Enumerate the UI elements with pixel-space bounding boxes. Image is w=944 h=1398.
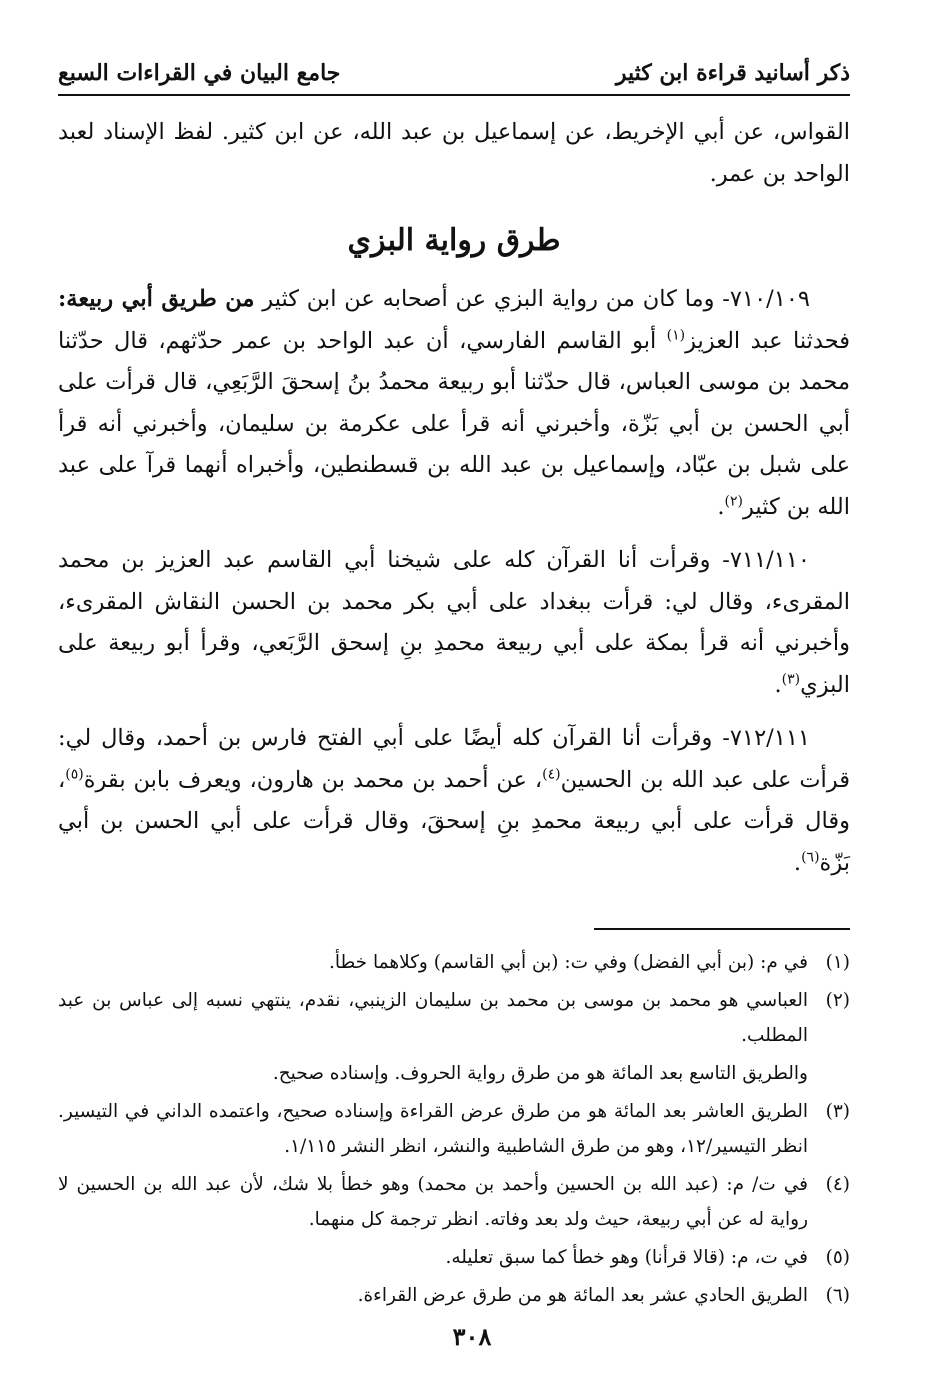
footnote-separator [594, 928, 850, 930]
p1-end: . [717, 493, 725, 520]
p3-part1: ٧١٢/١١١- وقرأت أنا القرآن كله أيضًا على أبي الفتح فارس بن أحمد، وقال لي: قرأت على عبد الله بن الحسين [58, 725, 850, 793]
footnote-number: (٥) [825, 1247, 850, 1268]
p1-bold-phrase: من طريق أبي ربيعة: [58, 286, 255, 312]
p3-part3: ، وقال قرأت على أبي ربيعة محمدِ بنِ إسحقَ، وقال قرأت على أبي الحسن بن أبي بَزّة [58, 766, 850, 876]
footnote-ref-5[interactable]: (٥) [65, 766, 84, 782]
p2-part1: ٧١١/١١٠- وقرأت أنا القرآن كله على شيخنا أبي القاسم عبد العزيز بن محمد المقرىء، وقال لي: قرأت ببغداد على أبي بكر محمد بن الحسن النقاش المقرىء، وأخبرني أنه قرأ بمكة على أبي ربيعة محمدِ بنِ إسحق الرَّبَعي، وقرأ أبو ربيعة على البزي [58, 547, 850, 698]
footnote-number: (٦) [825, 1285, 850, 1306]
footnote-4 [58, 1167, 850, 1237]
main-text [58, 112, 850, 896]
footnote-number: (٤) [825, 1174, 850, 1195]
paragraph-711 [58, 540, 850, 706]
page-number: ٣٠٨ [452, 1322, 492, 1351]
footnote-text: الطريق العاشر بعد المائة هو من طرق عرض القراءة وإسناده صحيح، واعتمده الداني في التيسير. انظر التيسير/١٢، وهو من طرق الشاطبية والنشر، انظر النشر ١/١١٥. [58, 1101, 808, 1157]
book-title: جامع البيان في القراءات السبع [58, 60, 341, 86]
chapter-title: ذكر أسانيد قراءة ابن كثير [615, 60, 850, 86]
footnote-1 [58, 945, 850, 980]
p1-part1: فحدثنا عبد العزيز [685, 327, 850, 354]
footnotes [58, 945, 850, 1316]
p2-end: . [774, 671, 782, 698]
footnote-ref-3[interactable]: (٣) [781, 671, 801, 687]
paragraph-712 [58, 718, 850, 884]
p3-end: . [793, 849, 802, 876]
p1-part2: أبو القاسم الفارسي، أن عبد الواحد بن عمر حدّثهم، قال حدّثنا محمد بن موسى العباس، قال حدّثنا أبو ربيعة محمدُ بنُ إسحقَ الرَّبَعِي، قال قرأت على أبي الحسن بن أبي بَزّة، وأخبرني أنه قرأ على عكرمة بن سليمان، وأخبرني أنه قرأ على شبل بن عبّاد، وإسماعيل بن عبد الله بن قسطنطين، وأخبراه أنهما قرآ على عبد الله بن كثير [58, 327, 850, 520]
footnote-5 [58, 1240, 850, 1275]
footnote-number: (٢) [825, 990, 850, 1011]
section-heading: طرق رواية البزي [347, 223, 561, 258]
paragraph-710 [58, 279, 850, 528]
footnote-number: (١) [825, 952, 850, 973]
footnote-text: في ت، م: (قالا قرأنا) وهو خطأ كما سبق تعليله. [445, 1247, 808, 1268]
footnote-ref-6[interactable]: (٦) [801, 849, 820, 865]
footnote-text: في م: (بن أبي الفضل) وفي ت: (بن أبي القاسم) وكلاهما خطأ. [328, 952, 808, 973]
footnote-ref-1[interactable]: (١) [666, 327, 686, 343]
footnote-2-continuation: والطريق التاسع بعد المائة هو من طرق رواية الحروف. وإسناده صحيح. [272, 1063, 808, 1084]
footnote-text: العباسي هو محمد بن موسى بن محمد بن سليمان الزينبي، نقدم، ينتهي نسبه إلى عباس بن عبد المطلب. [58, 990, 808, 1046]
p1-lead: ٧١٠/١٠٩- وما كان من رواية البزي عن أصحابه عن ابن كثير [262, 286, 810, 312]
running-header [58, 50, 850, 96]
footnote-ref-2[interactable]: (٢) [724, 493, 743, 509]
intro-paragraph: القواس، عن أبي الإخريط، عن إسماعيل بن عبد الله، عن ابن كثير. لفظ الإسناد لعبد الواحد بن عمر. [58, 119, 850, 187]
footnote-ref-4[interactable]: (٤) [542, 766, 561, 782]
footnote-text: الطريق الحادي عشر بعد المائة هو من طرق عرض القراءة. [357, 1285, 808, 1306]
footnote-6 [58, 1278, 850, 1313]
footnote-3 [58, 1094, 850, 1164]
footnote-text: في ت/ م: (عبد الله بن الحسين وأحمد بن محمد) وهو خطأ بلا شك، لأن عبد الله بن الحسين لا رواية له عن أبي ربيعة، حيث ولد بعد وفاته. انظر ترجمة كل منهما. [58, 1174, 808, 1230]
footnote-number: (٣) [825, 1101, 850, 1122]
footnote-2 [58, 983, 850, 1053]
p3-part2: ، عن أحمد بن محمد بن هارون، ويعرف بابن بقرة [83, 766, 543, 793]
